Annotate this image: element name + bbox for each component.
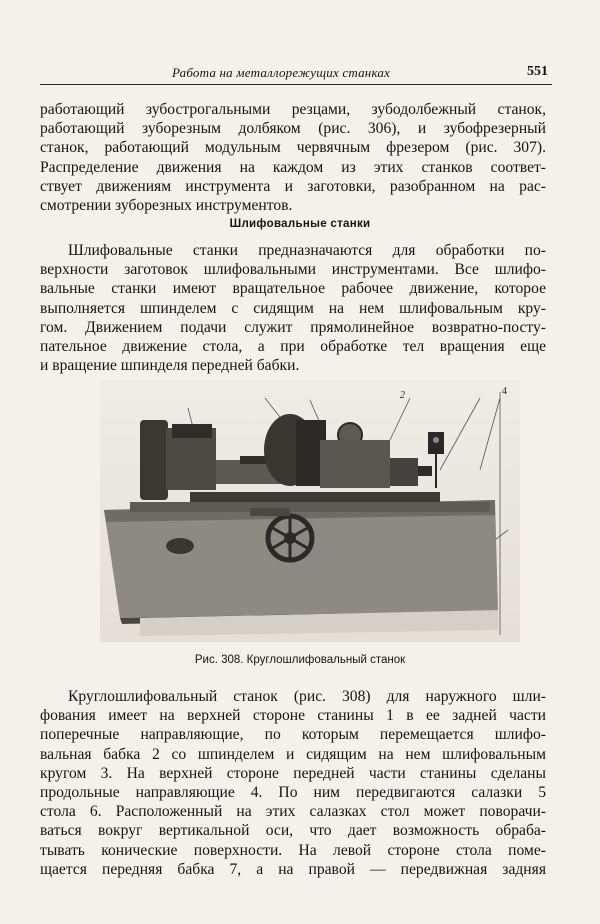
running-title: Работа на металлорежущих станках [172,65,391,80]
text-line: поперечные направляющие, по которым перемещается шлифо- [40,726,546,744]
figure-caption: Рис. 308. Круглошлифовальный станок [194,654,406,666]
running-header [40,62,552,85]
text-line: Распределение движения на каждом из этих станков соответ- [40,158,546,176]
section-heading: Шлифовальные станки [229,218,371,230]
text-line: Шлифовальные станки предназначаются для обработки по- [68,242,546,259]
text-line: ствует движениям инструмента и заготовки, разобранном на рас- [40,177,546,195]
text-line: продольные направляющие 4. По ним передвигаются салазки 5 [40,784,546,802]
text-line: фования имеет на верхней стороне станины 1 в ее задней части [40,707,546,725]
callout-2: 2 [400,390,405,401]
text-line: тывать конические поверхности. На левой стороне стола поме- [40,841,546,859]
text-line: кругом 3. На верхней стороне передней части станины сделаны [40,764,546,782]
text-line: гом. Движением подачи служит прямолинейное возвратно-посту- [40,318,546,336]
text-line: вальные станки имеют вращательное рабочее движение, которое [40,280,546,298]
page-number: 551 [527,64,548,79]
text-line: верхности заготовок шлифовальными инструментами. Все шлифо- [40,261,546,279]
text-line: стола 6. Расположенный на этих салазках стол может поворачи- [40,803,546,821]
callout-4: 4 [502,386,507,397]
paragraph-grinding-intro [40,241,546,375]
text-line: и вращение шпинделя передней бабки. [40,357,300,375]
text-line: смотрении зуборезных инструментов. [40,197,293,215]
paragraph-continued [40,100,546,215]
paragraph-cylindrical-grinder [40,687,546,879]
text-line: станок, работающий модульным червячным фрезером (рис. 307). [40,139,546,157]
text-line: Круглошлифовальный станок (рис. 308) для наружного шли- [68,688,546,705]
text-line: работающий зуборезным долбяком (рис. 306), и зубофрезерный [40,120,546,138]
text-line: выполняется шпинделем с сидящим на нем шлифовальным кру- [40,299,546,317]
text-line: пательное движение стола, а при обработке тел вращения еще [40,338,546,356]
text-line: работающий зубострогальными резцами, зубодолбежный станок, [40,101,546,118]
text-line: ваться вокруг вертикальной оси, что дает возможность обраба- [40,822,546,840]
text-line: щается передняя бабка 7, а на правой — передвижная задняя [40,860,546,878]
text-line: вальная бабка 2 со шпинделем и сидящим на нем шлифовальным [40,745,546,763]
machine-photo [100,380,520,642]
